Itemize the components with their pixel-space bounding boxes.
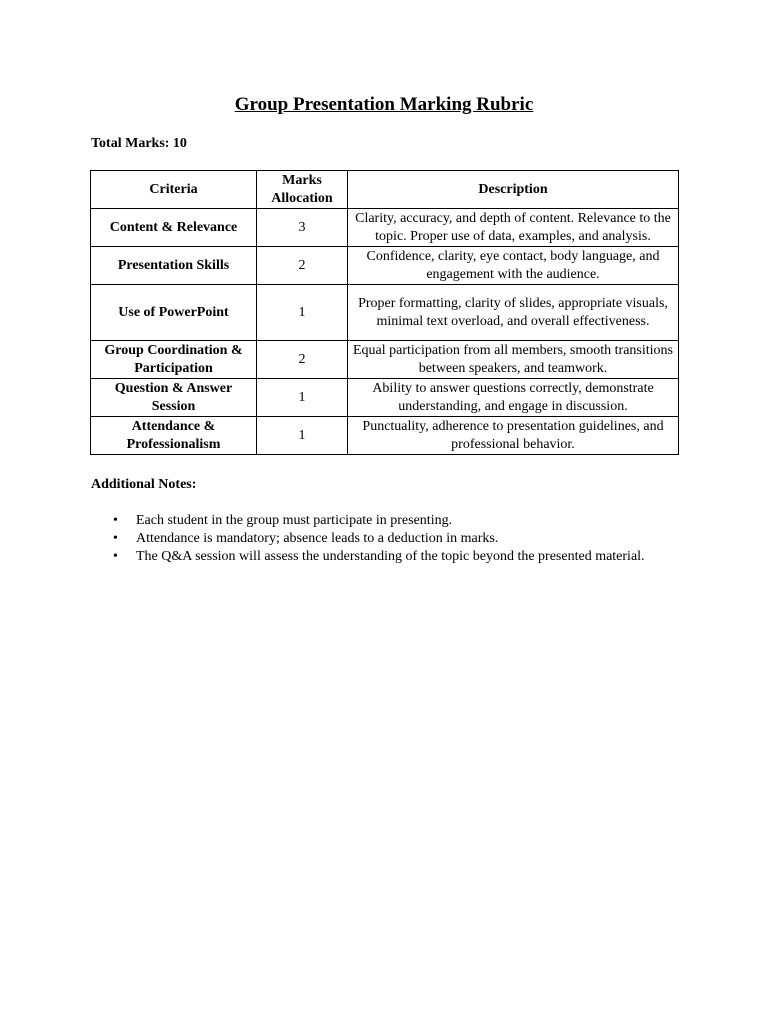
criteria-cell: Content & Relevance (91, 209, 257, 247)
marks-cell: 1 (257, 417, 348, 455)
list-item (91, 512, 651, 530)
header-criteria: Criteria (91, 171, 257, 209)
additional-notes-list (91, 512, 651, 566)
total-marks: Total Marks: 10 (91, 136, 187, 151)
table-header-row (91, 171, 679, 209)
marks-cell: 1 (257, 285, 348, 341)
table-row (91, 379, 679, 417)
document-title: Group Presentation Marking Rubric (234, 94, 534, 115)
note-text: Attendance is mandatory; absence leads to a deduction in marks. (136, 531, 499, 546)
table-row (91, 341, 679, 379)
marks-cell: 2 (257, 247, 348, 285)
list-item (91, 548, 651, 566)
note-text: Each student in the group must participate in presenting. (136, 513, 453, 528)
description-cell: Ability to answer questions correctly, demonstrate understanding, and engage in discussion. (348, 379, 679, 417)
note-text: The Q&A session will assess the understanding of the topic beyond the presented material. (136, 549, 645, 564)
description-cell: Clarity, accuracy, and depth of content. Relevance to the topic. Proper use of data, examples, and analysis. (348, 209, 679, 247)
description-cell: Confidence, clarity, eye contact, body language, and engagement with the audience. (348, 247, 679, 285)
table-row (91, 417, 679, 455)
table-row (91, 285, 679, 341)
list-item (91, 530, 651, 548)
table-row (91, 209, 679, 247)
marks-cell: 1 (257, 379, 348, 417)
description-cell: Proper formatting, clarity of slides, appropriate visuals, minimal text overload, and overall effectiveness. (348, 285, 679, 341)
criteria-cell: Presentation Skills (91, 247, 257, 285)
bullet-icon: • (113, 549, 118, 564)
description-cell: Equal participation from all members, smooth transitions between speakers, and teamwork. (348, 341, 679, 379)
header-marks-allocation: Marks Allocation (257, 171, 348, 209)
table-row (91, 247, 679, 285)
marks-cell: 2 (257, 341, 348, 379)
criteria-cell: Use of PowerPoint (91, 285, 257, 341)
criteria-cell: Question & Answer Session (91, 379, 257, 417)
marks-cell: 3 (257, 209, 348, 247)
description-cell: Punctuality, adherence to presentation guidelines, and professional behavior. (348, 417, 679, 455)
rubric-table (90, 170, 679, 455)
bullet-icon: • (113, 513, 118, 528)
criteria-cell: Group Coordination & Participation (91, 341, 257, 379)
bullet-icon: • (113, 531, 118, 546)
criteria-cell: Attendance & Professionalism (91, 417, 257, 455)
header-description: Description (348, 171, 679, 209)
additional-notes-heading: Additional Notes: (91, 477, 197, 492)
